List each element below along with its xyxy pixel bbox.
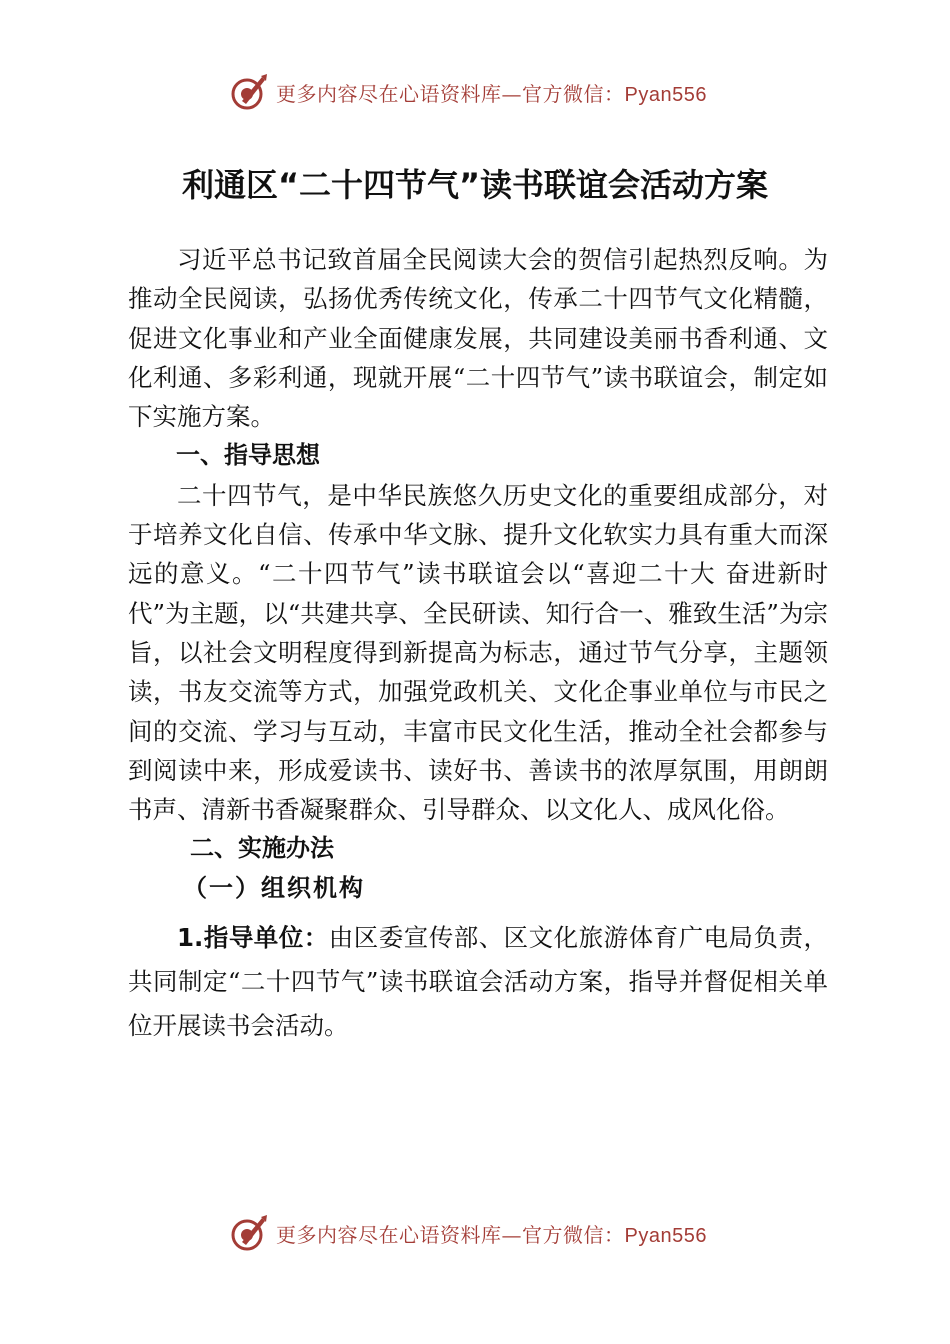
subsection-heading-organization: （一）组织机构 <box>183 873 365 902</box>
document-title: 利通区“二十四节气”读书联谊会活动方案 <box>181 166 769 204</box>
item-guidance-unit-label: 1.指导单位： <box>177 923 329 953</box>
watermark-banner-bottom <box>228 1211 707 1255</box>
document-body <box>128 240 828 1048</box>
watermark-text: 更多内容尽在心语资料库—官方微信：Pyan556 <box>276 1222 707 1247</box>
section-heading-implementation: 二、实施办法 <box>190 834 334 863</box>
quill-pen-logo-icon <box>228 1212 270 1254</box>
item-guidance-unit <box>128 916 828 1048</box>
watermark-text: 更多内容尽在心语资料库—官方微信：Pyan556 <box>276 81 707 106</box>
quill-pen-logo-icon <box>228 71 270 113</box>
item-guidance-unit-text: 由区委宣传部、区文化旅游体育广电局负责，共同制定“二十四节气”读书联谊会活动方案，指导并督促相关单位开展读书会活动。 <box>128 923 829 1041</box>
guiding-paragraph: 二十四节气，是中华民族悠久历史文化的重要组成部分，对于培养文化自信、传承中华文脉、提升文化软实力具有重大而深远的意义。“二十四节气”读书联谊会以“喜迎二十大 奋进新时代”为主题，以“共建共享、全民研读、知行合一、雅致生活”为宗旨，以社会文明程度得到新提高为标志，通过节气分享，主题领读，书友交流等方式，加强党政机关、文化企事业单位与市民之间的交流、学习与互动，丰富市民文化生活，推动全社会都参与到阅读中来，形成爱读书、读好书、善读书的浓厚氛围，用朗朗书声、清新书香凝聚群众、引导群众、以文化人、成风化俗。 <box>128 480 828 825</box>
watermark-banner-top <box>228 70 707 114</box>
intro-paragraph: 习近平总书记致首届全民阅读大会的贺信引起热烈反响。为推动全民阅读，弘扬优秀传统文化，传承二十四节气文化精髓，促进文化事业和产业全面健康发展，共同建设美丽书香利通、文化利通、多彩利通，现就开展“二十四节气”读书联谊会，制定如下实施方案。 <box>128 245 828 432</box>
section-heading-guiding: 一、指导思想 <box>176 441 320 470</box>
